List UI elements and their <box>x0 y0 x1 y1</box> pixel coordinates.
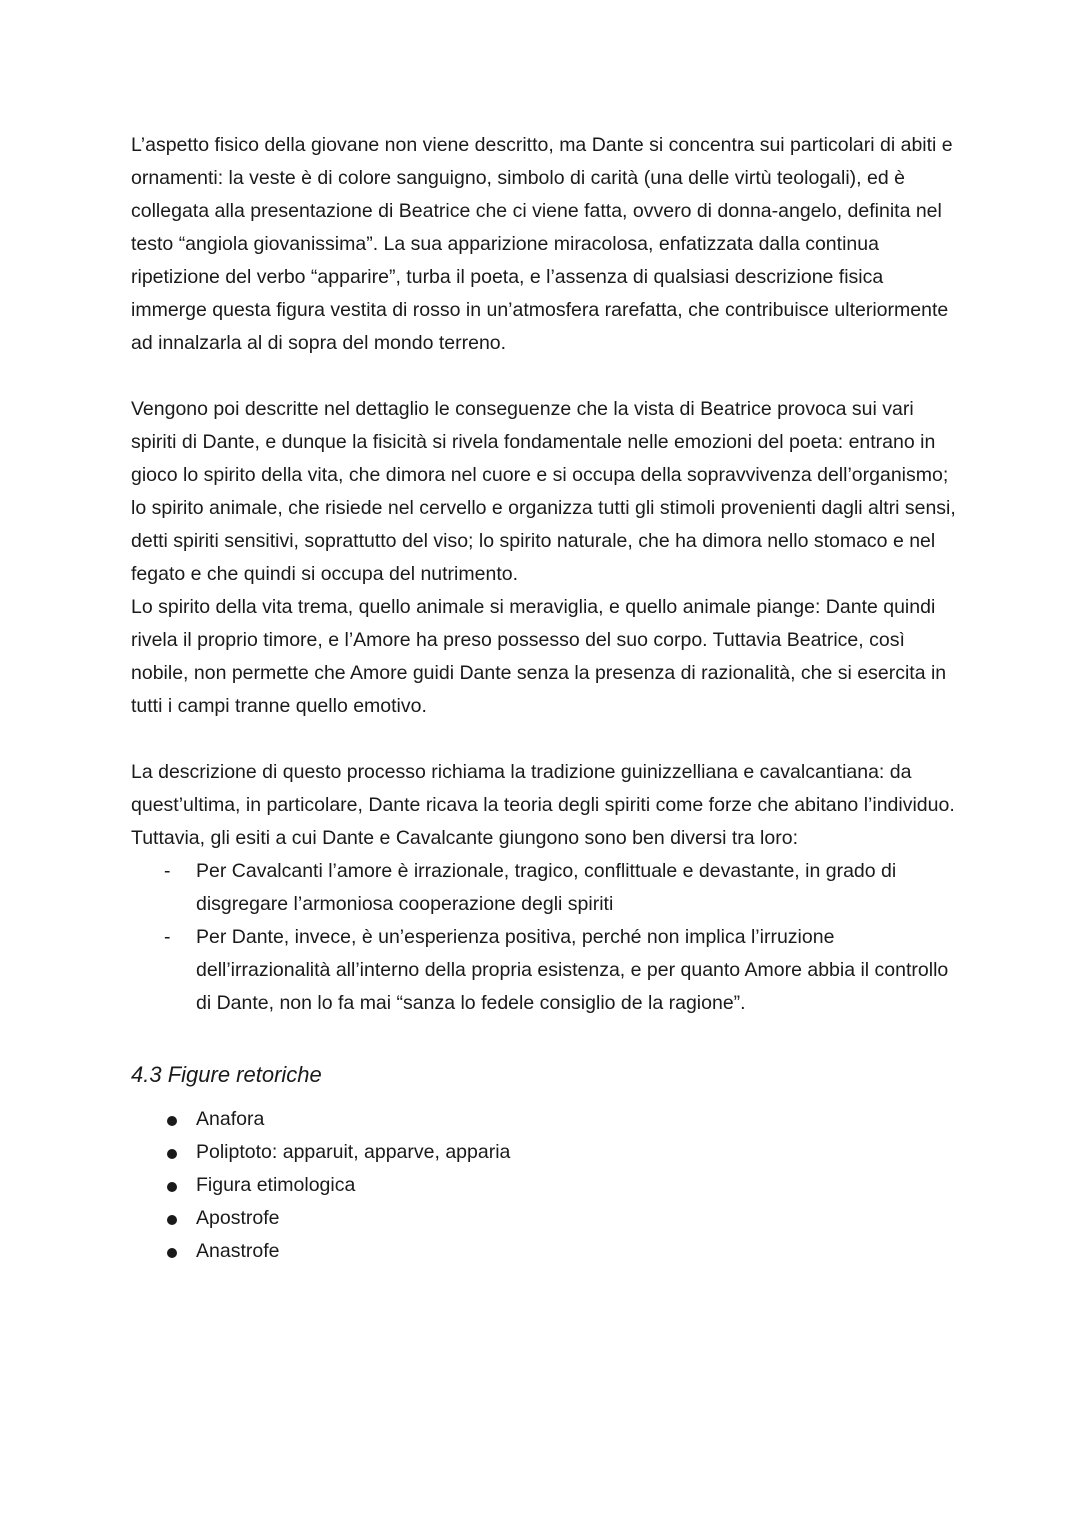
rhetorical-figures-list <box>131 1103 961 1268</box>
bullet-list-item <box>131 1169 961 1202</box>
paragraph-tradition: La descrizione di questo processo richiama la tradizione guinizzelliana e cavalcantiana: da quest’ultima, in particolare, Dante ricava la teoria degli spiriti come forze che abitano l’individuo. Tuttavia, gli esiti a cui Dante e Cavalcante giungono sono ben diversi tra loro: <box>131 761 955 849</box>
document-page <box>131 129 961 1268</box>
paragraph-spirits-reaction: Lo spirito della vita trema, quello animale si meraviglia, e quello animale piange: Dante quindi rivela il proprio timore, e l’Amore ha preso possesso del suo corpo. Tuttavia Beatrice, così nobile, non permette che Amore guidi Dante senza la presenza di razionalità, che si esercita in tutti i campi tranne quello emotivo. <box>131 596 947 717</box>
bullet-item-text: Apostrofe <box>196 1207 280 1229</box>
bullet-list-item <box>131 1136 961 1169</box>
bullet-icon <box>167 1116 177 1126</box>
bullet-icon <box>167 1248 177 1258</box>
paragraph-spacer <box>131 723 961 756</box>
bullet-item-text: Figura etimologica <box>196 1174 356 1196</box>
bullet-item-text: Poliptoto: apparuit, apparve, apparia <box>196 1141 511 1163</box>
bullet-list-item <box>131 1235 961 1268</box>
bullet-list-item <box>131 1202 961 1235</box>
bullet-item-text: Anafora <box>196 1108 265 1130</box>
section-heading: 4.3 Figure retoriche <box>131 1062 322 1087</box>
paragraph-beatrice-appearance: L’aspetto fisico della giovane non viene descritto, ma Dante si concentra sui particolari di abiti e ornamenti: la veste è di colore sanguigno, simbolo di carità (una delle virtù teologali), ed è collegata alla presentazione di Beatrice che ci viene fatta, ovvero di donna-angelo, definita nel testo “angiola giovanissima”. La sua apparizione miracolosa, enfatizzata dalla continua ripetizione del verbo “apparire”, turba il poeta, e l’assenza di qualsiasi descrizione fisica immerge questa figura vestita di rosso in un’atmosfera rarefatta, che contribuisce ulteriormente ad innalzarla al di sopra del mondo terreno. <box>131 134 953 354</box>
dash-list-item-text: Per Dante, invece, è un’esperienza positiva, perché non implica l’irruzione dell’irrazionalità all’interno della propria esistenza, e per quanto Amore abbia il controllo di Dante, non lo fa mai “sanza lo fedele consiglio de la ragione”. <box>196 926 949 1014</box>
bullet-icon <box>167 1149 177 1159</box>
paragraph-spacer <box>131 360 961 393</box>
dash-list-item-text: Per Cavalcanti l’amore è irrazionale, tragico, conflittuale e devastante, in grado di disgregare l’armoniosa cooperazione degli spiriti <box>196 860 897 915</box>
bullet-icon <box>167 1215 177 1225</box>
bullet-icon <box>167 1182 177 1192</box>
comparison-dash-list <box>131 855 961 1020</box>
dash-list-item-cavalcanti <box>131 855 961 921</box>
dash-marker: - <box>164 926 171 948</box>
dash-marker: - <box>164 860 171 882</box>
paragraph-spirits-description: Vengono poi descritte nel dettaglio le conseguenze che la vista di Beatrice provoca sui vari spiriti di Dante, e dunque la fisicità si rivela fondamentale nelle emozioni del poeta: entrano in gioco lo spirito della vita, che dimora nel cuore e si occupa della sopravvivenza dell’organismo; lo spirito animale, che risiede nel cervello e organizza tutti gli stimoli provenienti dagli altri sensi, detti spiriti sensitivi, soprattutto del viso; lo spirito naturale, che ha dimora nello stomaco e nel fegato e che quindi si occupa del nutrimento. <box>131 398 956 585</box>
bullet-item-text: Anastrofe <box>196 1240 280 1262</box>
bullet-list-item <box>131 1103 961 1136</box>
dash-list-item-dante <box>131 921 961 1020</box>
